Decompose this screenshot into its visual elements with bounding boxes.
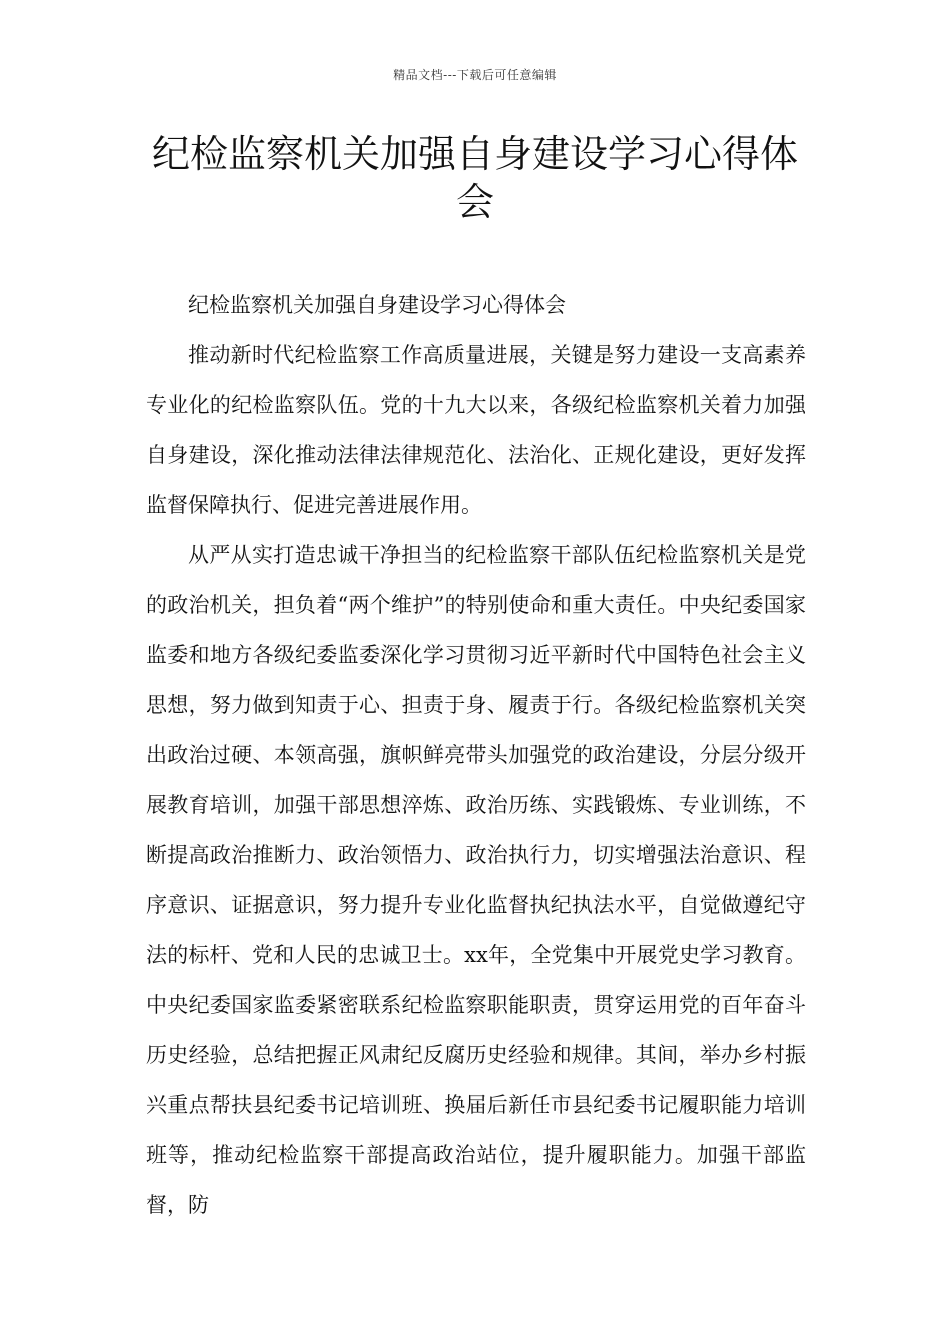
document-body xyxy=(146,280,806,1230)
paragraph: 推动新时代纪检监察工作高质量进展，关键是努力建设一支高素养专业化的纪检监察队伍。党的十九大以来，各级纪检监察机关着力加强自身建设，深化推动法律法律规范化、法治化、正规化建设，更好发挥监督保障执行、促进完善进展作用。 xyxy=(146,343,806,517)
header-note: 精品文档---下载后可任意编辑 xyxy=(393,68,557,82)
paragraph: 从严从实打造忠诚干净担当的纪检监察干部队伍纪检监察机关是党的政治机关，担负着“两个维护”的特别使命和重大责任。中央纪委国家监委和地方各级纪委监委深化学习贯彻习近平新时代中国特色社会主义思想，努力做到知责于心、担责于身、履责于行。各级纪检监察机关突出政治过硬、本领高强，旗帜鲜亮带头加强党的政治建设，分层分级开展教育培训，加强干部思想淬炼、政治历练、实践锻炼、专业训练，不断提高政治推断力、政治领悟力、政治执行力，切实增强法治意识、程序意识、证据意识，努力提升专业化监督执纪执法水平，自觉做遵纪守法的标杆、党和人民的忠诚卫士。xx年，全党集中开展党史学习教育。中央纪委国家监委紧密联系纪检监察职能职责，贯穿运用党的百年奋斗历史经验，总结把握正风肃纪反腐历史经验和规律。其间，举办乡村振兴重点帮扶县纪委书记培训班、换届后新任市县纪委书记履职能力培训班等，推动纪检监察干部提高政治站位，提升履职能力。加强干部监督，防 xyxy=(146,543,806,1217)
paragraph-subtitle: 纪检监察机关加强自身建设学习心得体会 xyxy=(188,293,566,317)
document-title: 纪检监察机关加强自身建设学习心得体会 xyxy=(151,132,798,224)
